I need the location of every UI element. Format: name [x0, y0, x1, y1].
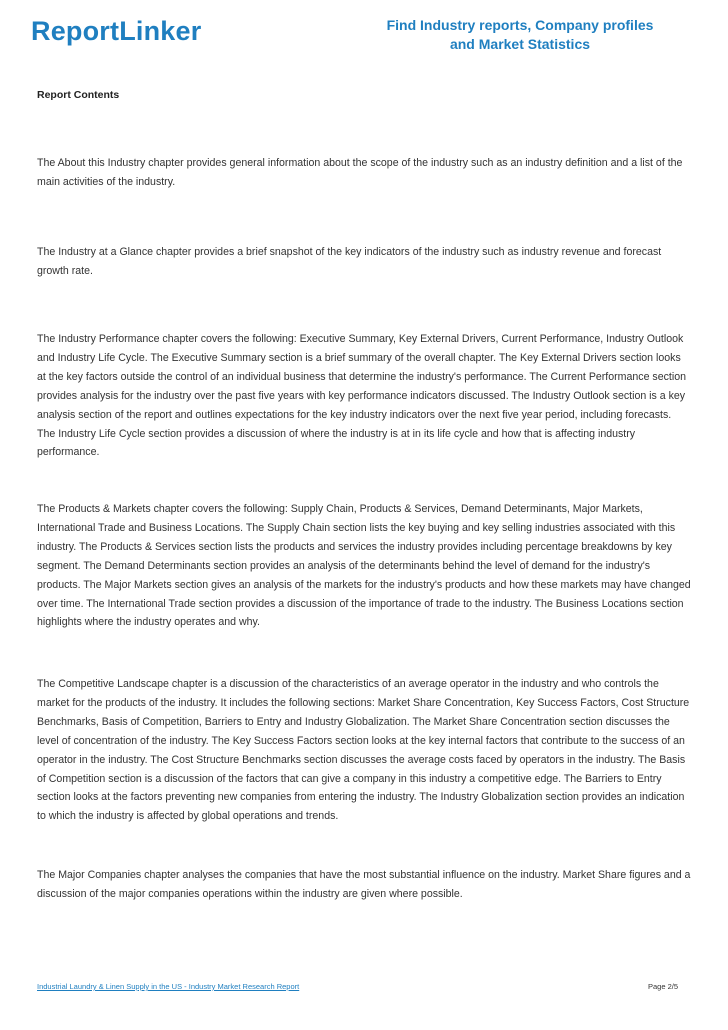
tagline-line-1: Find Industry reports, Company profiles — [386, 17, 654, 33]
paragraph-industry-at-a-glance: The Industry at a Glance chapter provides a brief snapshot of the key indicators of the industry such as industry revenue and forecast growth rate. — [37, 246, 662, 277]
header-tagline — [370, 16, 670, 54]
page-header — [0, 0, 728, 60]
footer-report-link[interactable]: Industrial Laundry & Linen Supply in the US - Industry Market Research Report — [37, 982, 300, 991]
tagline-line-2: and Market Statistics — [449, 36, 591, 52]
section-title: Report Contents — [37, 89, 120, 101]
reportlinker-logo[interactable]: ReportLinker — [31, 16, 202, 46]
paragraph-competitive-landscape: The Competitive Landscape chapter is a discussion of the characteristics of an average operator in the industry and who controls the market for the products of the industry. It includes the following sections: Market Share Concentration, Key Success Factors, Cost Structure Benchmarks, Basis of Competition, Barriers to Entry and Industry Globalization. The Market Share Concentration section discusses the level of concentration of the industry. The Key Success Factors section looks at the key internal factors that contribute to the success of an operator in the industry. The Cost Structure Benchmarks section discusses the average costs faced by operators in the industry. The Basis of Competition section is a discussion of the factors that can give a company in this industry a competitive edge. The Barriers to Entry section looks at the factors preventing new companies from entering the industry. The Industry Globalization section provides an indication to which the industry is affected by global operations and trends. — [37, 678, 690, 823]
paragraph-industry-performance: The Industry Performance chapter covers the following: Executive Summary, Key External Drivers, Current Performance, Industry Outlook and Industry Life Cycle. The Executive Summary section is a brief summary of the overall chapter. The Key External Drivers section looks at the key factors outside the control of an individual business that determine the industry's performance. The Current Performance section provides analysis for the industry over the past five years with key performance indicators discussed. The Industry Outlook section is a key analysis section of the report and outlines expectations for the key industry indicators over the next five year period, including forecasts. The Industry Life Cycle section provides a discussion of where the industry is at in its life cycle and how that is affecting industry performance. — [37, 333, 686, 459]
paragraph-major-companies: The Major Companies chapter analyses the companies that have the most substantial influence on the industry. Market Share figures and a discussion of the major companies operations within the industry are given where possible. — [37, 869, 691, 900]
paragraph-products-markets: The Products & Markets chapter covers the following: Supply Chain, Products & Services, Demand Determinants, Major Markets, International Trade and Business Locations. The Supply Chain section lists the key buying and key selling industries associated with this industry. The Products & Services section lists the products and services the industry provides including percentage breakdowns by key segment. The Demand Determinants section provides an analysis of the determinants behind the level of demand for the industry's products. The Major Markets section gives an analysis of the markets for the industry's products and how these markets may have changed over time. The International Trade section provides a discussion of the importance of trade to the industry. The Business Locations section highlights where the industry operates and why. — [37, 503, 691, 629]
paragraph-about-industry: The About this Industry chapter provides general information about the scope of the industry such as an industry definition and a list of the main activities of the industry. — [37, 157, 683, 188]
footer-page-number: Page 2/5 — [647, 982, 678, 991]
